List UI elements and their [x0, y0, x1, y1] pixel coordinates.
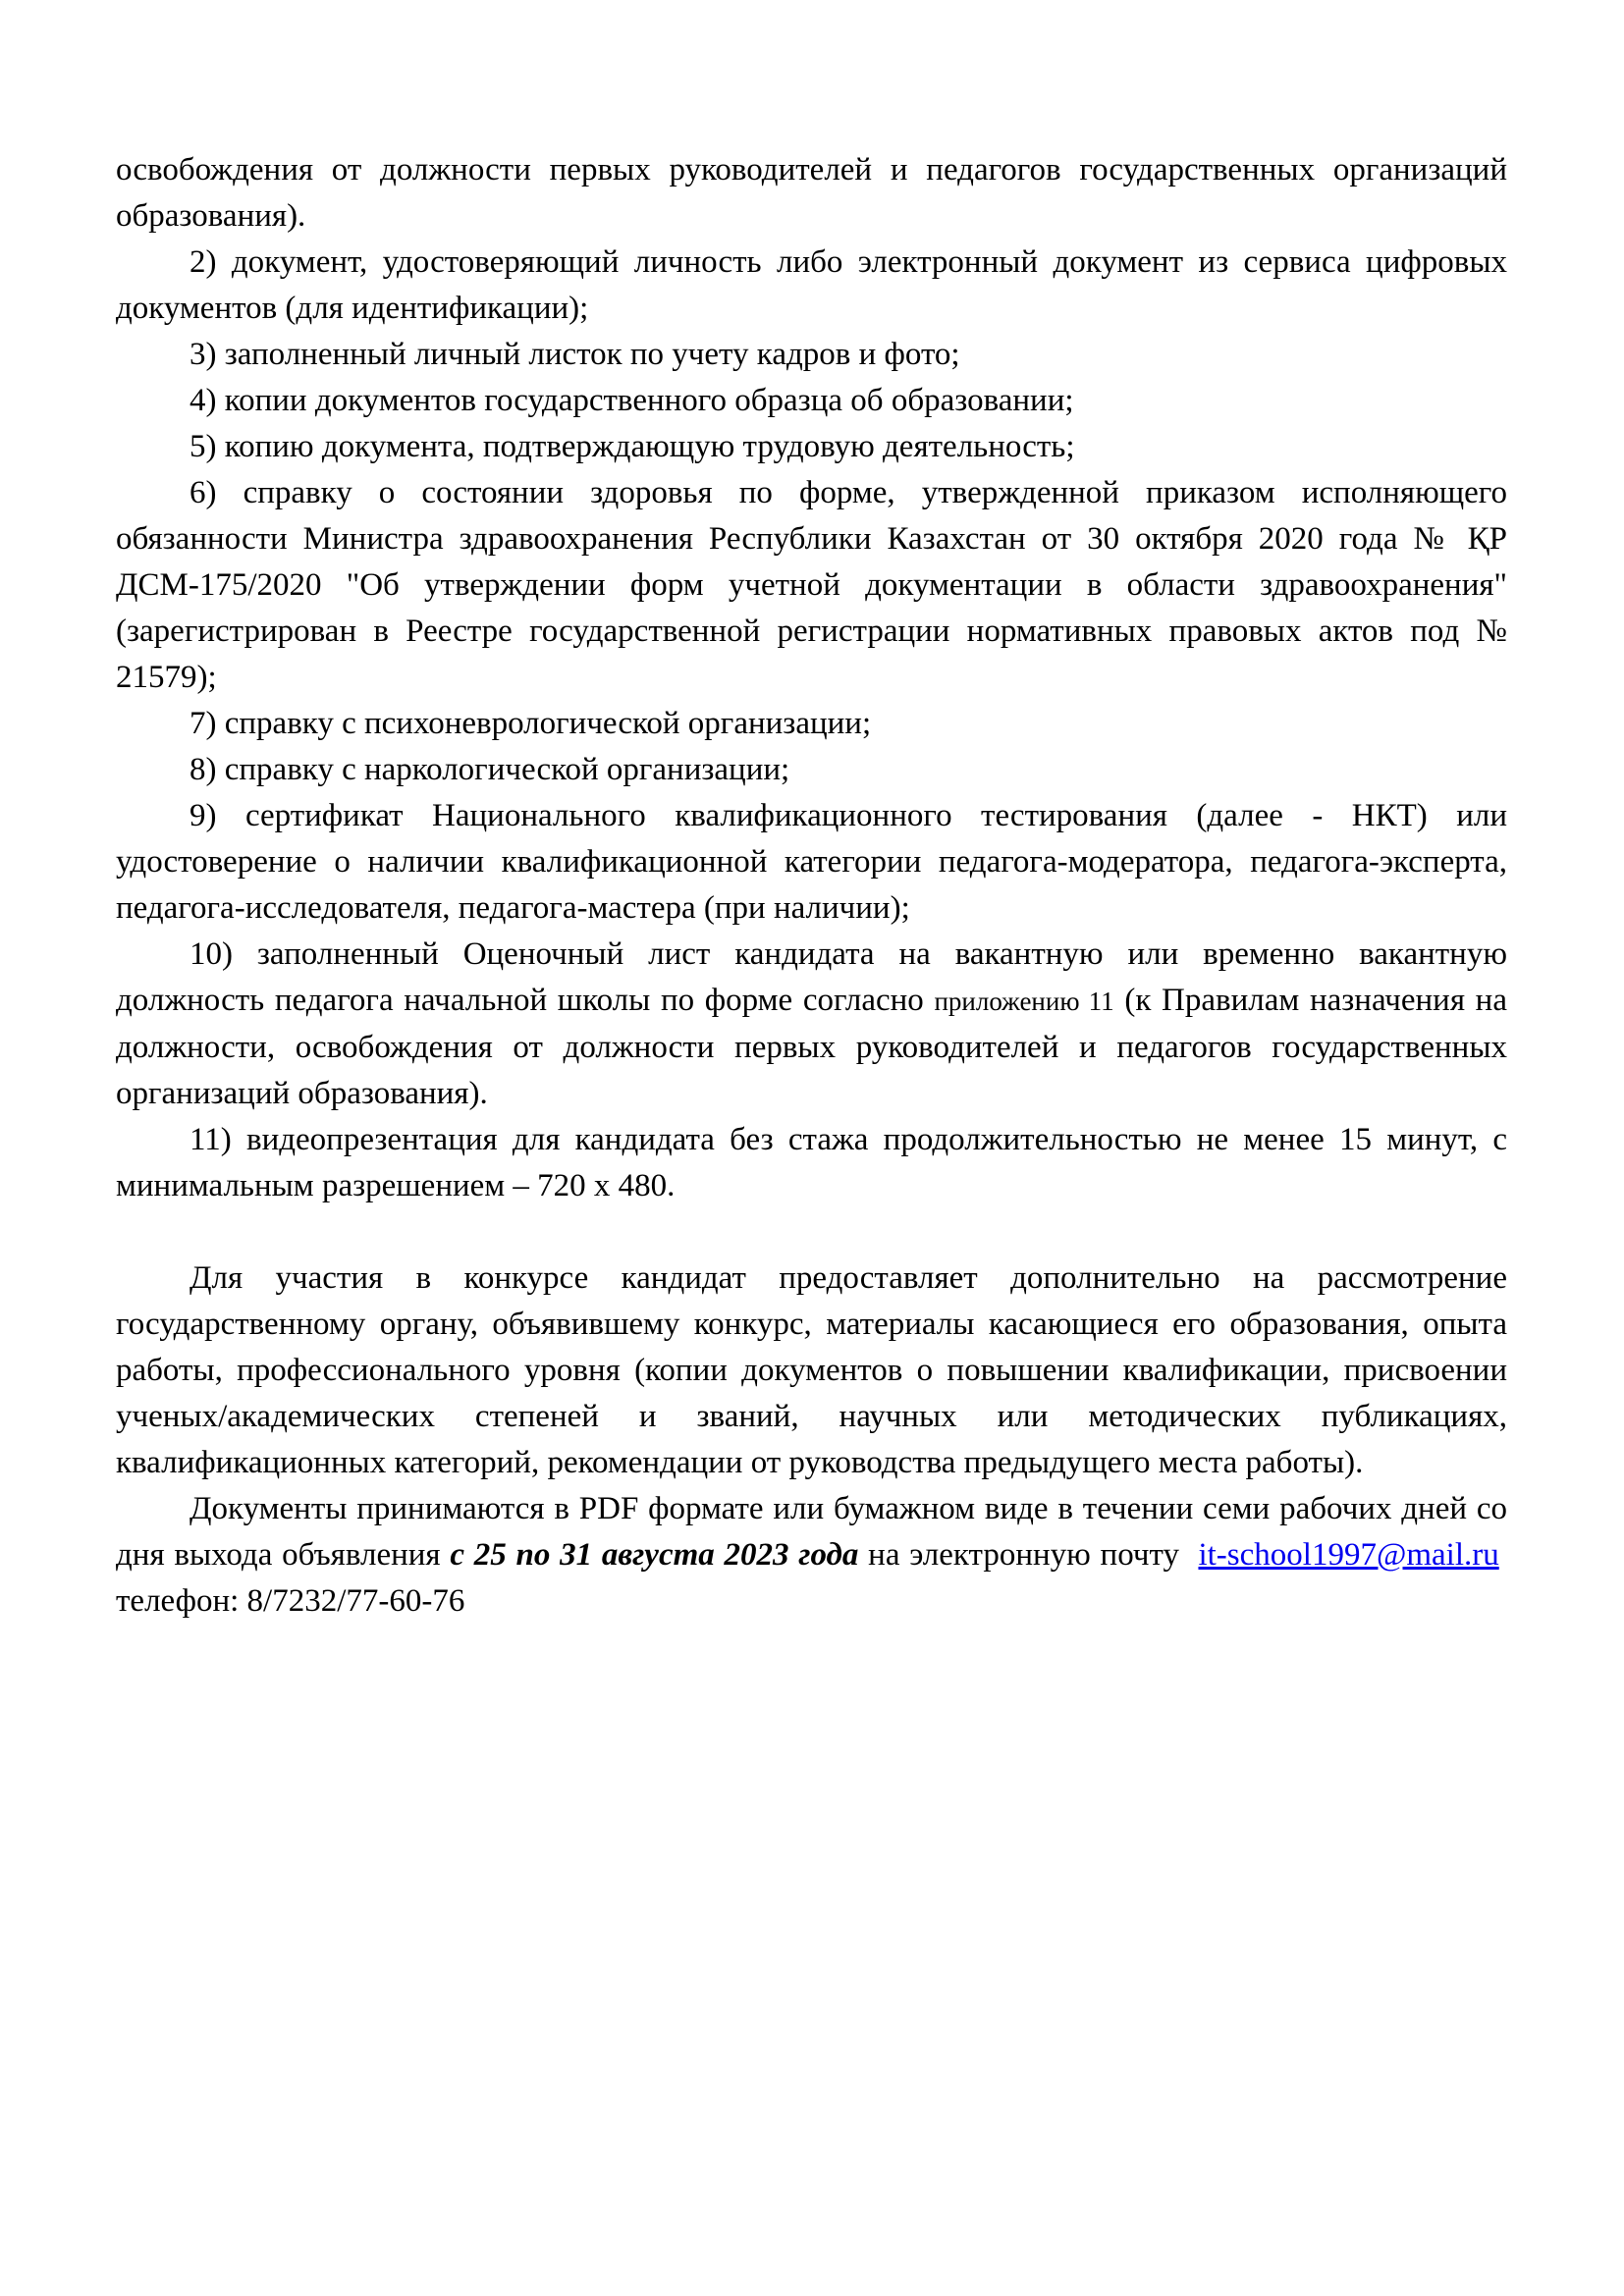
paragraph-text: 4) копии документов государственного образца об образовании; [189, 383, 1074, 418]
phone-text: телефон: 8/7232/77-60-76 [116, 1537, 1507, 1619]
paragraph-text: 5) копию документа, подтверждающую трудовую деятельность; [189, 429, 1075, 464]
paragraph-text: 7) справку с психоневрологической организации; [189, 706, 872, 741]
appendix-reference-small-text: приложению 11 [934, 987, 1114, 1016]
paragraph-text: 6) справку о состоянии здоровья по форме, утвержденной приказом исполняющего обязанности Министра здравоохранения Республики Казахстан от 30 октября 2020 года № ҚР ДСМ-175/2020 "Об утверждении форм учетной документации в области здравоохранения" (зарегистрирован в Реестре государственной регистрации нормативных правовых актов под № 21579); [116, 475, 1507, 695]
paragraph-text: 2) документ, удостоверяющий личность либо электронный документ из сервиса цифровых документов (для идентификации); [116, 244, 1507, 326]
list-item-11 [116, 1117, 1507, 1209]
run-text: на электронную почту [858, 1537, 1199, 1573]
list-item-7 [116, 701, 1507, 747]
list-item-9 [116, 793, 1507, 932]
email-link[interactable]: it-school1997@mail.ru [1198, 1537, 1499, 1573]
paragraph-text: 11) видеопрезентация для кандидата без стажа продолжительностью не менее 15 минут, с минимальным разрешением – 720 х 480. [116, 1122, 1507, 1203]
paragraph-text: освобождения от должности первых руководителей и педагогов государственных организаций образования). [116, 152, 1507, 234]
deadline-date-range: с 25 по 31 августа 2023 года [450, 1537, 859, 1573]
list-item-5 [116, 424, 1507, 470]
list-item-3 [116, 332, 1507, 378]
list-item-4 [116, 378, 1507, 424]
list-item-8 [116, 747, 1507, 793]
paragraph-text: Для участия в конкурсе кандидат предоставляет дополнительно на рассмотрение государственному органу, объявившему конкурс, материалы касающиеся его образования, опыта работы, профессионального уровня (копии документов о повышении квалификации, присвоении ученых/академических степеней и званий, научных или методических публикациях, квалификационных категорий, рекомендации от руководства предыдущего места работы). [116, 1260, 1507, 1480]
run-text: (к Правилам назначения на должности, освобождения от должности первых руководителей и педагогов государственных организаций образования). [116, 983, 1507, 1111]
para-submission-info [116, 1486, 1507, 1625]
list-item-10 [116, 932, 1507, 1117]
paragraph-text: 9) сертификат Национального квалификационного тестирования (далее - НКТ) или удостоверение о наличии квалификационной категории педагога-модератора, педагога-эксперта, педагога-исследователя, педагога-мастера (при наличии); [116, 798, 1507, 926]
para-additional-materials [116, 1255, 1507, 1486]
list-item-2 [116, 240, 1507, 332]
para-continuation [116, 147, 1507, 240]
run-text: 10) заполненный Оценочный лист кандидата на вакантную или временно вакантную должность педагога начальной школы по форме согласно [116, 936, 1507, 1018]
list-item-6 [116, 470, 1507, 701]
paragraph-text: 3) заполненный личный листок по учету кадров и фото; [189, 337, 960, 372]
paragraph-text: 8) справку с наркологической организации; [189, 752, 790, 787]
run-text: Документы принимаются в PDF формате или бумажном виде в течении семи рабочих дней со дня выхода объявления [116, 1491, 1507, 1573]
